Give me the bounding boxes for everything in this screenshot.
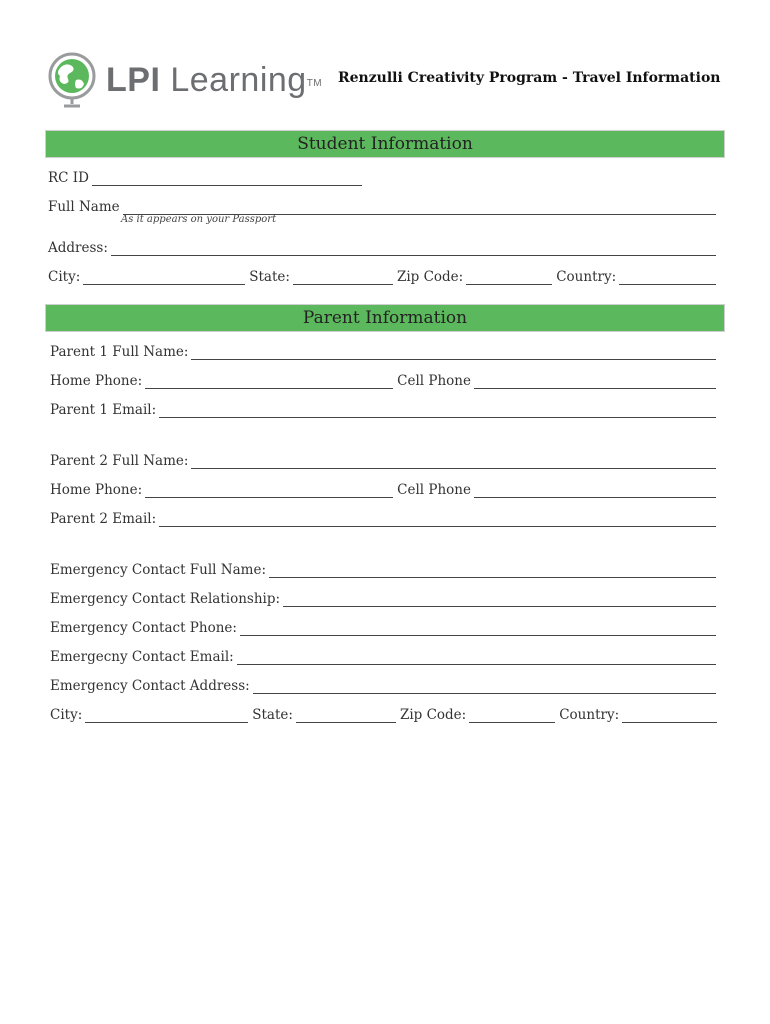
parent1-email-line[interactable] xyxy=(159,403,716,418)
parent1-phone-row xyxy=(50,369,716,389)
emergency-address-field[interactable] xyxy=(50,674,716,694)
document-title: Renzulli Creativity Program - Travel Information xyxy=(338,70,721,86)
student-city-row xyxy=(48,265,716,285)
parent2-email-label: Parent 2 Email: xyxy=(50,511,157,527)
emergency-city-label: City: xyxy=(50,707,83,723)
emergency-address-label: Emergency Contact Address: xyxy=(50,678,250,694)
parent1-name-label: Parent 1 Full Name: xyxy=(50,344,189,360)
emergency-name-field[interactable] xyxy=(50,558,716,578)
emergency-phone-line[interactable] xyxy=(240,621,716,636)
emergency-state-label: State: xyxy=(252,707,293,723)
parent1-cell-phone-label: Cell Phone xyxy=(397,373,471,389)
parent1-home-phone-line[interactable] xyxy=(145,374,393,389)
emergency-zip-line[interactable] xyxy=(469,708,555,723)
parent2-home-phone-label: Home Phone: xyxy=(50,482,143,498)
emergency-email-field[interactable] xyxy=(50,645,716,665)
full-name-line[interactable] xyxy=(123,200,716,215)
full-name-label: Full Name xyxy=(48,199,120,215)
parent2-home-phone-line[interactable] xyxy=(145,483,393,498)
emergency-relationship-line[interactable] xyxy=(283,592,716,607)
full-name-field[interactable] xyxy=(48,195,716,215)
parent1-home-phone-label: Home Phone: xyxy=(50,373,143,389)
emergency-name-label: Emergency Contact Full Name: xyxy=(50,562,266,578)
emergency-relationship-label: Emergency Contact Relationship: xyxy=(50,591,281,607)
lpi-learning-logo xyxy=(46,52,326,110)
parent2-name-line[interactable] xyxy=(191,454,716,469)
rc-id-line[interactable] xyxy=(92,171,362,186)
globe-icon xyxy=(46,52,102,110)
student-information-banner: Student Information xyxy=(45,130,725,158)
emergency-address-line[interactable] xyxy=(253,679,716,694)
parent1-email-label: Parent 1 Email: xyxy=(50,402,157,418)
zip-line[interactable] xyxy=(466,270,552,285)
parent2-email-line[interactable] xyxy=(159,512,716,527)
emergency-state-line[interactable] xyxy=(296,708,396,723)
country-line[interactable] xyxy=(619,270,716,285)
address-line[interactable] xyxy=(111,241,716,256)
passport-hint: As it appears on your Passport xyxy=(121,214,277,225)
emergency-email-line[interactable] xyxy=(237,650,716,665)
emergency-email-label: Emergecny Contact Email: xyxy=(50,649,234,665)
city-label: City: xyxy=(48,269,81,285)
parent1-email-field[interactable] xyxy=(50,398,716,418)
parent2-email-field[interactable] xyxy=(50,507,716,527)
parent-information-banner: Parent Information xyxy=(45,304,725,332)
address-label: Address: xyxy=(48,240,108,256)
state-label: State: xyxy=(249,269,290,285)
parent2-name-label: Parent 2 Full Name: xyxy=(50,453,189,469)
city-line[interactable] xyxy=(83,270,245,285)
logo-wordmark: LPI Learning™ xyxy=(106,61,323,99)
rc-id-label: RC ID xyxy=(48,170,89,186)
parent1-name-line[interactable] xyxy=(191,345,716,360)
zip-label: Zip Code: xyxy=(396,269,464,285)
parent2-name-field[interactable] xyxy=(50,449,716,469)
address-field[interactable] xyxy=(48,236,716,256)
emergency-city-row xyxy=(50,703,717,723)
emergency-relationship-field[interactable] xyxy=(50,587,716,607)
rc-id-field[interactable] xyxy=(48,166,362,186)
emergency-city-line[interactable] xyxy=(85,708,248,723)
emergency-zip-label: Zip Code: xyxy=(399,707,467,723)
state-line[interactable] xyxy=(293,270,393,285)
emergency-name-line[interactable] xyxy=(269,563,716,578)
country-label: Country: xyxy=(556,269,617,285)
parent1-name-field[interactable] xyxy=(50,340,716,360)
parent1-cell-phone-line[interactable] xyxy=(474,374,716,389)
emergency-country-label: Country: xyxy=(559,707,620,723)
parent2-cell-phone-line[interactable] xyxy=(474,483,716,498)
parent2-phone-row xyxy=(50,478,716,498)
parent2-cell-phone-label: Cell Phone xyxy=(397,482,471,498)
emergency-phone-field[interactable] xyxy=(50,616,716,636)
emergency-phone-label: Emergency Contact Phone: xyxy=(50,620,237,636)
emergency-country-line[interactable] xyxy=(622,708,717,723)
